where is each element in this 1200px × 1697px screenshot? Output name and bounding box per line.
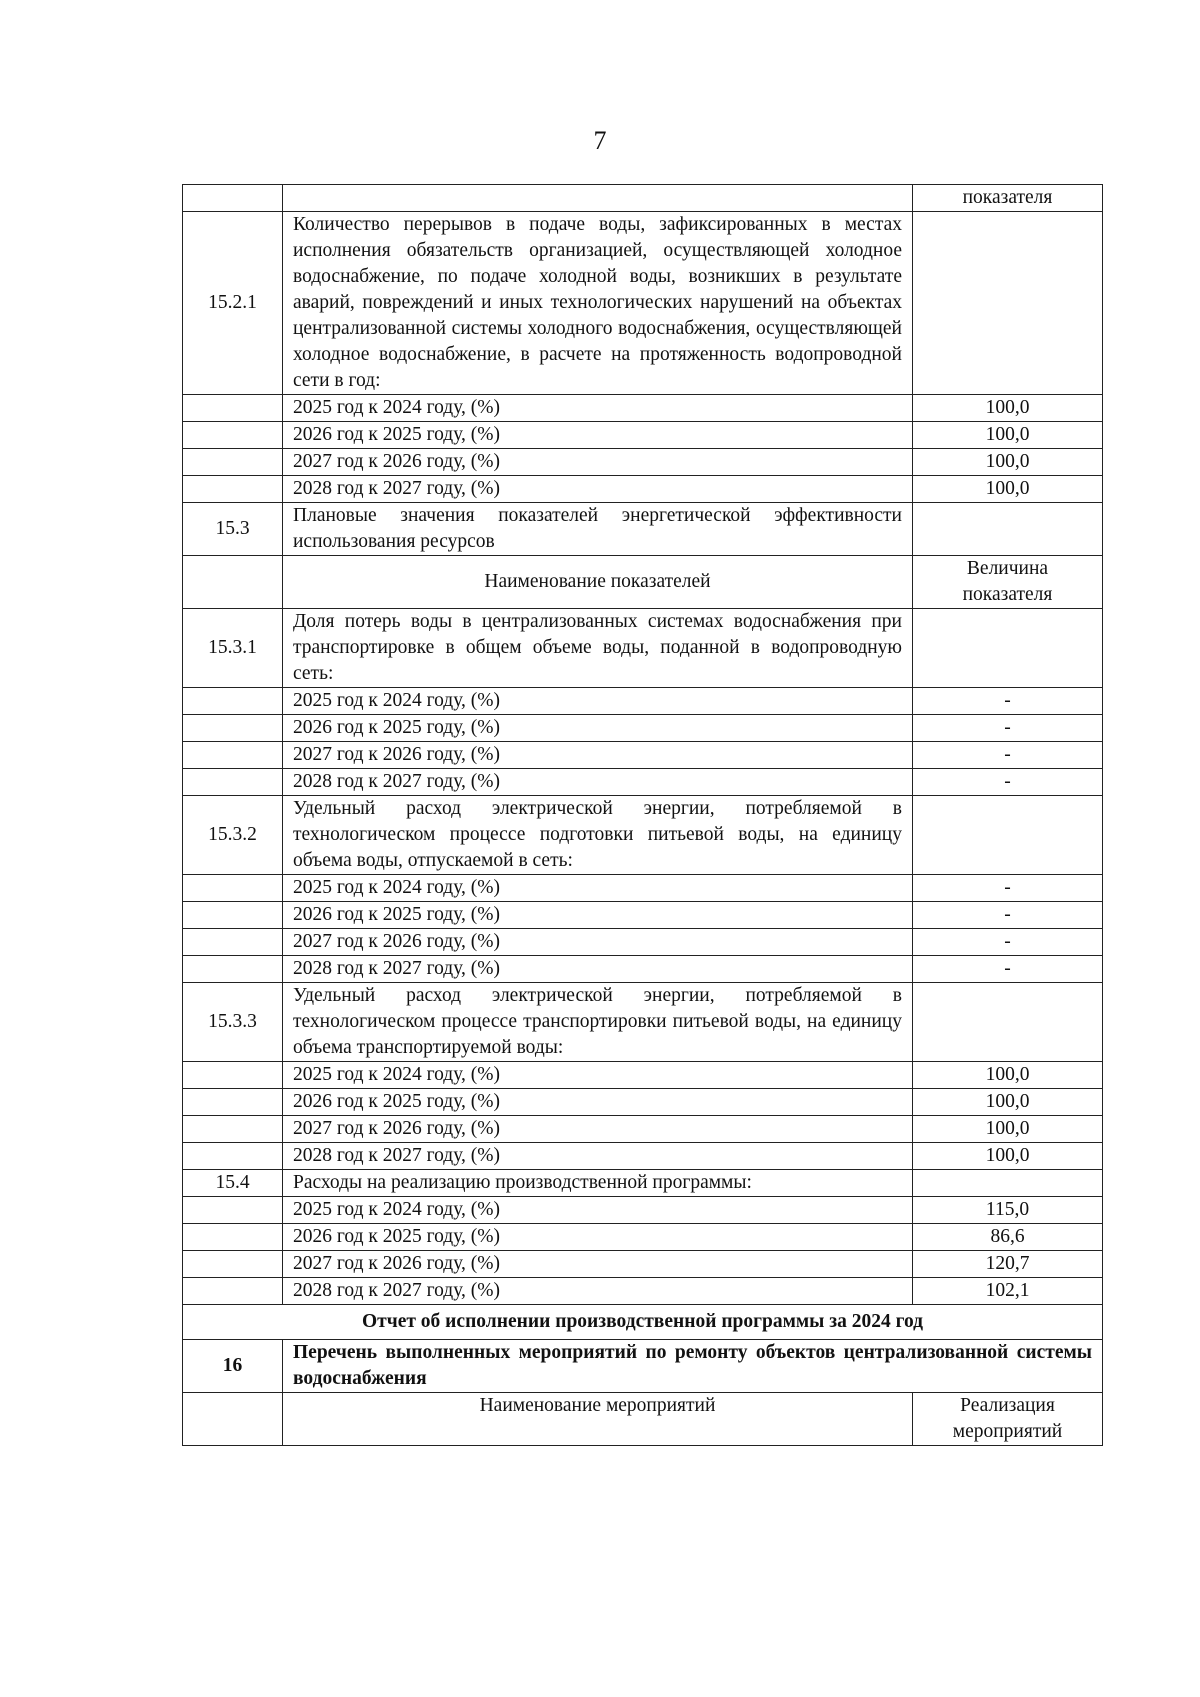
section-number: 16 (183, 1340, 283, 1393)
table-row (183, 902, 1103, 929)
row-label: 2025 год к 2024 году, (%) (283, 875, 913, 902)
header-col3: показателя (913, 185, 1103, 212)
section-row-15-2-1 (183, 212, 1103, 395)
table-row (183, 956, 1103, 983)
section-row-16 (183, 1340, 1103, 1393)
table-row (183, 476, 1103, 503)
section-description: Удельный расход электрической энергии, потребляемой в технологическом процессе подготовки питьевой воды, на единицу объема воды, отпускаемой в сеть: (283, 796, 913, 875)
section-description: Доля потерь воды в централизованных системах водоснабжения при транспортировке в общем объеме воды, поданной в водопроводную сеть: (283, 609, 913, 688)
row-label: 2028 год к 2027 году, (%) (283, 956, 913, 983)
row-value: - (913, 929, 1103, 956)
row-label: 2028 год к 2027 году, (%) (283, 1143, 913, 1170)
row-label: 2025 год к 2024 году, (%) (283, 395, 913, 422)
row-label: 2026 год к 2025 году, (%) (283, 715, 913, 742)
row-label: 2028 год к 2027 году, (%) (283, 1278, 913, 1305)
section-number: 15.3 (183, 503, 283, 556)
row-value: - (913, 688, 1103, 715)
table-row (183, 185, 1103, 212)
table-row (183, 1251, 1103, 1278)
section-number: 15.3.2 (183, 796, 283, 875)
row-value: 115,0 (913, 1197, 1103, 1224)
column-header-value: Величина показателя (913, 556, 1103, 609)
section-description: Расходы на реализацию производственной программы: (283, 1170, 913, 1197)
section-description: Плановые значения показателей энергетической эффективности использования ресурсов (283, 503, 913, 556)
row-value: - (913, 769, 1103, 796)
row-label: 2026 год к 2025 году, (%) (283, 902, 913, 929)
column-header-row (183, 1393, 1103, 1446)
row-label: 2025 год к 2024 году, (%) (283, 1062, 913, 1089)
table-row (183, 1197, 1103, 1224)
section-row-15-3-2 (183, 796, 1103, 875)
row-label: 2028 год к 2027 году, (%) (283, 769, 913, 796)
page-number: 7 (593, 126, 607, 155)
section-row-15-3 (183, 503, 1103, 556)
report-title-row (183, 1305, 1103, 1340)
row-label: 2027 год к 2026 году, (%) (283, 929, 913, 956)
table-row (183, 1062, 1103, 1089)
row-value: 100,0 (913, 422, 1103, 449)
row-value: 100,0 (913, 1143, 1103, 1170)
column-header-row (183, 556, 1103, 609)
row-label: 2027 год к 2026 году, (%) (283, 1251, 913, 1278)
row-value: - (913, 956, 1103, 983)
row-label: 2027 год к 2026 году, (%) (283, 449, 913, 476)
section-row-15-3-1 (183, 609, 1103, 688)
section-description: Количество перерывов в подаче воды, зафиксированных в местах исполнения обязательств организацией, осуществляющей холодное водоснабжение, по подаче холодной воды, возникших в результате аварий, повреждений и иных технологических нарушений на объектах централизованной системы холодного водоснабжения, осуществляющей холодное водоснабжение, в расчете на протяженность водопроводной сети в год: (283, 212, 913, 395)
row-value: 100,0 (913, 1062, 1103, 1089)
table-row (183, 875, 1103, 902)
section-row-15-4 (183, 1170, 1103, 1197)
row-value: - (913, 902, 1103, 929)
section-number: 15.3.1 (183, 609, 283, 688)
row-value: - (913, 742, 1103, 769)
section-number: 15.4 (183, 1170, 283, 1197)
section-description: Удельный расход электрической энергии, потребляемой в технологическом процессе транспортировки питьевой воды, на единицу объема транспортируемой воды: (283, 983, 913, 1062)
row-label: 2025 год к 2024 году, (%) (283, 688, 913, 715)
row-label: 2026 год к 2025 году, (%) (283, 1089, 913, 1116)
row-value: 100,0 (913, 395, 1103, 422)
section-number: 15.2.1 (183, 212, 283, 395)
table-row (183, 449, 1103, 476)
table-row (183, 715, 1103, 742)
table-row (183, 1143, 1103, 1170)
table-row (183, 1116, 1103, 1143)
report-title: Отчет об исполнении производственной программы за 2024 год (183, 1305, 1103, 1340)
row-label: 2026 год к 2025 году, (%) (283, 1224, 913, 1251)
row-label: 2025 год к 2024 году, (%) (283, 1197, 913, 1224)
row-value: - (913, 875, 1103, 902)
column-header-name: Наименование показателей (283, 556, 913, 609)
table-row (183, 395, 1103, 422)
row-value: 100,0 (913, 476, 1103, 503)
row-value: 100,0 (913, 449, 1103, 476)
table-row (183, 929, 1103, 956)
row-label: 2028 год к 2027 году, (%) (283, 476, 913, 503)
column-header-value: Реализация мероприятий (913, 1393, 1103, 1446)
table-row (183, 422, 1103, 449)
row-value: 100,0 (913, 1089, 1103, 1116)
row-label: 2026 год к 2025 году, (%) (283, 422, 913, 449)
section-number: 15.3.3 (183, 983, 283, 1062)
section-row-15-3-3 (183, 983, 1103, 1062)
row-value: 120,7 (913, 1251, 1103, 1278)
row-value: 100,0 (913, 1116, 1103, 1143)
row-label: 2027 год к 2026 году, (%) (283, 1116, 913, 1143)
indicators-table (182, 184, 1103, 1446)
table-row (183, 1278, 1103, 1305)
row-value: 86,6 (913, 1224, 1103, 1251)
section-description: Перечень выполненных мероприятий по ремонту объектов централизованной системы водоснабжения (283, 1340, 1103, 1393)
column-header-name: Наименование мероприятий (283, 1393, 913, 1446)
table-row (183, 769, 1103, 796)
table-row (183, 742, 1103, 769)
row-value: - (913, 715, 1103, 742)
table-row (183, 1089, 1103, 1116)
table-row (183, 1224, 1103, 1251)
row-value: 102,1 (913, 1278, 1103, 1305)
table-row (183, 688, 1103, 715)
row-label: 2027 год к 2026 году, (%) (283, 742, 913, 769)
